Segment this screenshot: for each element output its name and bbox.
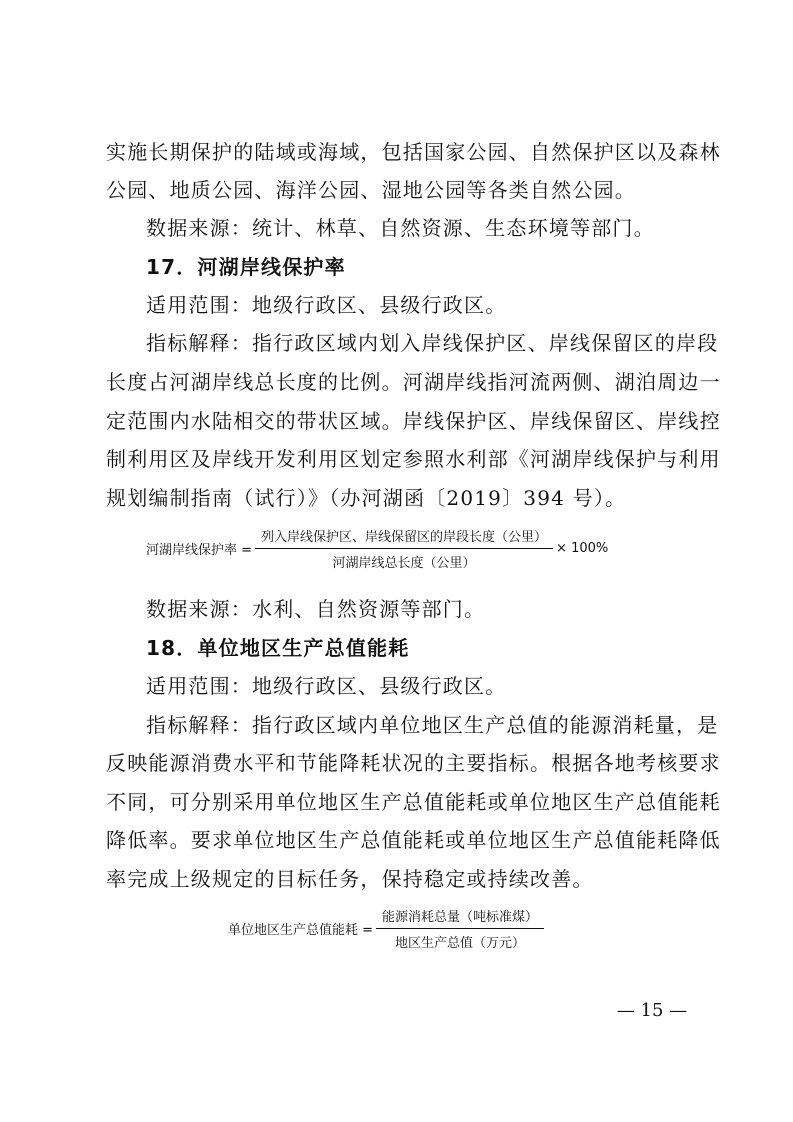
formula-denominator: 地区生产总值（万元） <box>395 936 526 951</box>
formula-suffix: × 100% <box>556 541 609 556</box>
body-text-line: 指标解释：指行政区域内划入岸线保护区、岸线保留区的岸段 <box>146 331 719 355</box>
formula-numerator: 能源消耗总量（吨标准煤） <box>376 906 544 929</box>
formula-shoreline-protection-rate <box>146 526 608 571</box>
section-heading-17: 17．河湖岸线保护率 <box>146 255 346 279</box>
formula-lhs: 河湖岸线保护率 = <box>146 543 253 558</box>
body-text-line: 制利用区及岸线开发利用区划定参照水利部《河湖岸线保护与利用 <box>106 447 721 471</box>
formula-numerator: 列入岸线保护区、岸线保留区的岸段长度（公里） <box>255 526 553 549</box>
body-text-line: 规划编制指南（试行）》（办河湖函〔2019〕394 号）。 <box>106 486 627 510</box>
formula-fraction <box>376 906 544 951</box>
section-heading-18: 18．单位地区生产总值能耗 <box>146 636 410 660</box>
body-text-line: 定范围内水陆相交的带状区域。岸线保护区、岸线保留区、岸线控 <box>106 409 721 433</box>
formula-denominator: 河湖岸线总长度（公里） <box>332 556 476 571</box>
page-number: — 15 — <box>616 1000 688 1021</box>
data-source-text: 数据来源：水利、自然资源等部门。 <box>146 597 486 621</box>
body-text-line: 降低率。要求单位地区生产总值能耗或单位地区生产总值能耗降低 <box>106 828 721 852</box>
scope-text: 适用范围：地级行政区、县级行政区。 <box>146 293 507 317</box>
scope-text: 适用范围：地级行政区、县级行政区。 <box>146 674 507 698</box>
data-source-text: 数据来源：统计、林草、自然资源、生态环境等部门。 <box>146 216 655 240</box>
body-text-line: 率完成上级规定的目标任务，保持稳定或持续改善。 <box>106 867 594 891</box>
body-text-line: 长度占河湖岸线总长度的比例。河湖岸线指河流两侧、湖泊周边一 <box>106 370 721 394</box>
formula-lhs: 单位地区生产总值能耗 = <box>228 923 374 938</box>
body-text-line: 公园、地质公园、海洋公园、湿地公园等各类自然公园。 <box>106 178 636 202</box>
body-text-line: 不同，可分别采用单位地区生产总值能耗或单位地区生产总值能耗 <box>106 790 721 814</box>
body-text-line: 指标解释：指行政区域内单位地区生产总值的能源消耗量，是 <box>146 713 719 737</box>
body-text-line: 实施长期保护的陆域或海域，包括国家公园、自然保护区以及森林 <box>106 140 721 164</box>
formula-energy-consumption-per-gdp <box>228 906 547 951</box>
body-text-line: 反映能源消费水平和节能降耗状况的主要指标。根据各地考核要求 <box>106 751 721 775</box>
formula-fraction <box>255 526 553 571</box>
